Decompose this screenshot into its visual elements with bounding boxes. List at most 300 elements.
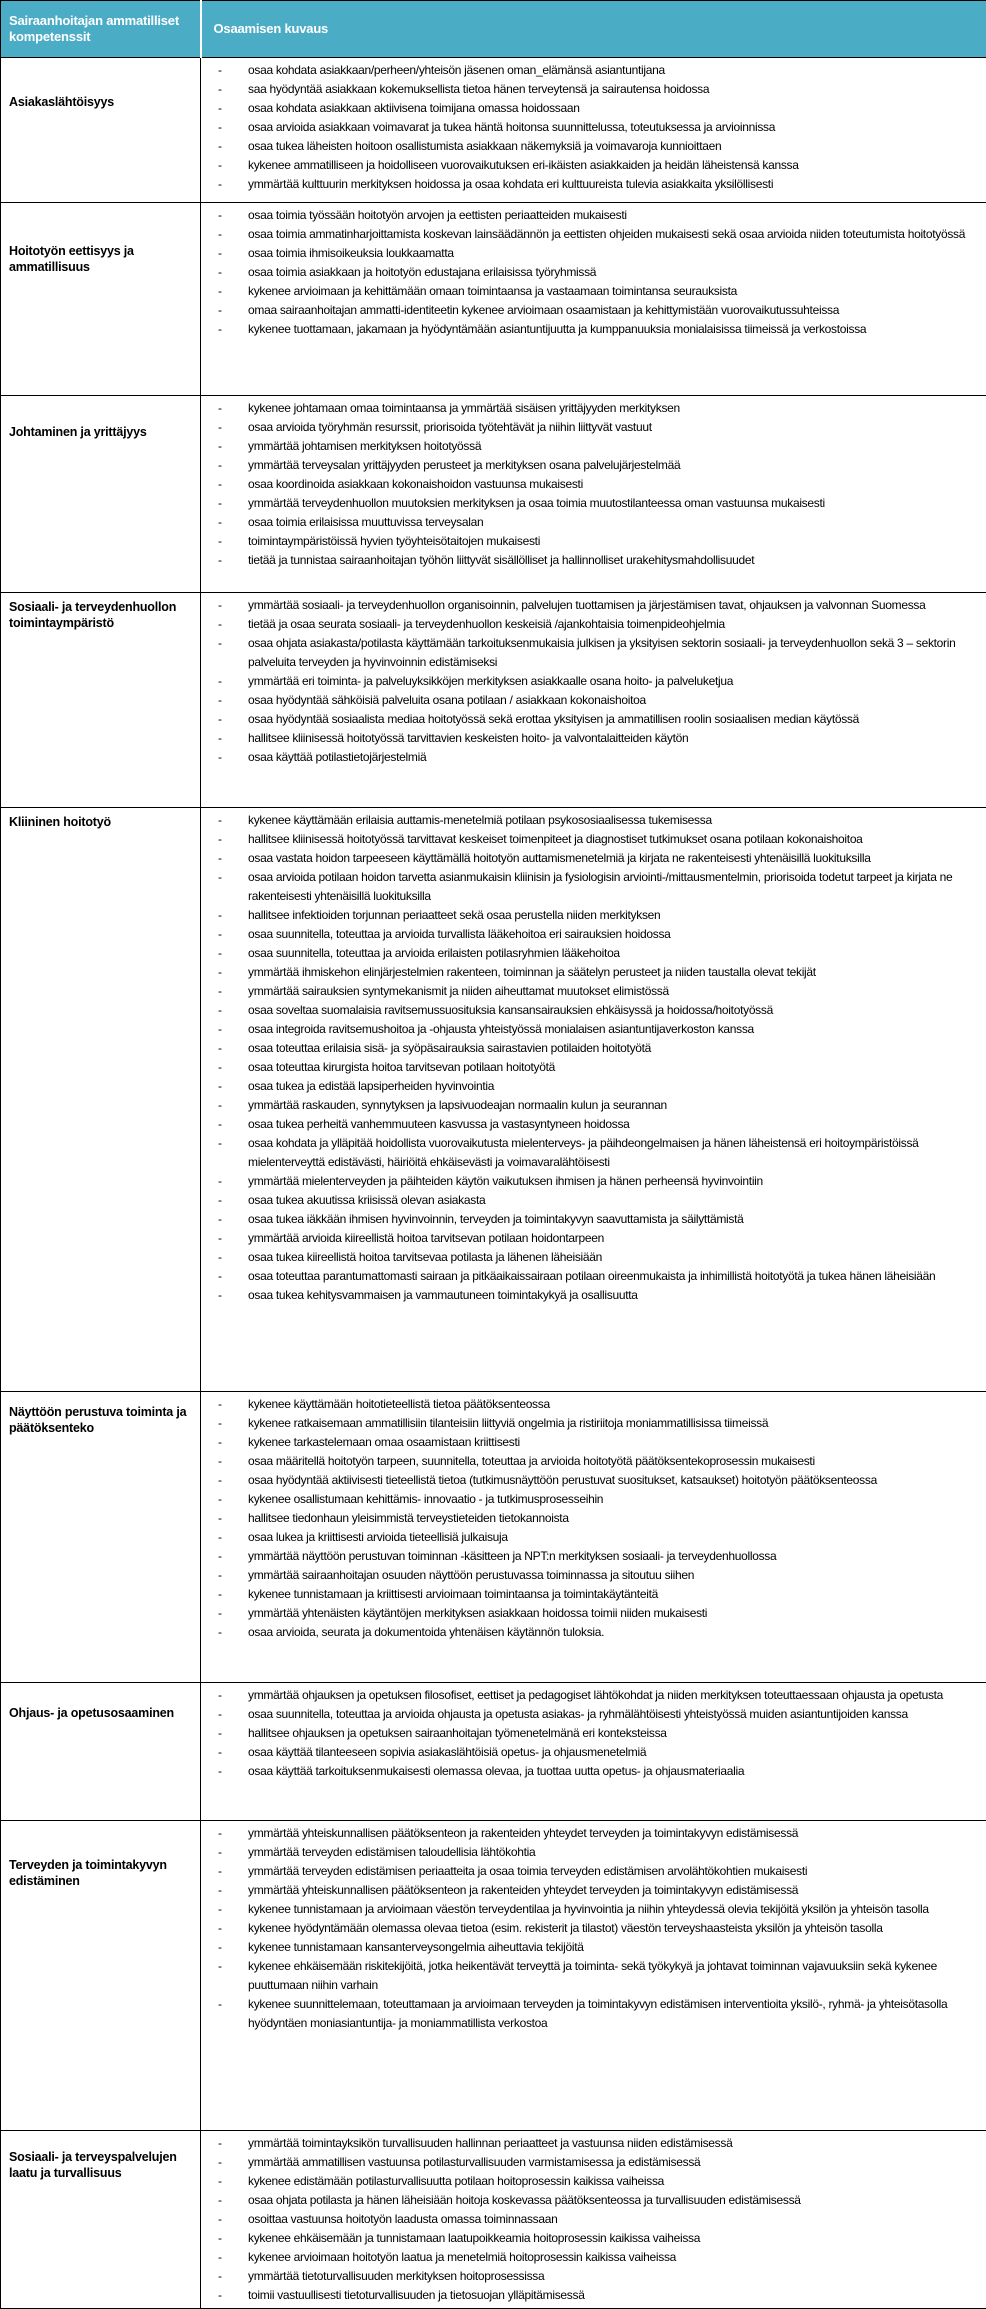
competency-descriptions-cell	[201, 396, 986, 593]
competency-name: Kliininen hoitotyö	[1, 808, 201, 1392]
description-text: kykenee ammatilliseen ja hoidolliseen vuorovaikutuksen eri-ikäisten asiakkaiden ja heidän läheistensä kanssa	[248, 156, 980, 175]
column-header-competencies: Sairaanhoitajan ammatilliset kompetenssit	[1, 1, 201, 58]
dash-bullet: -	[201, 1001, 248, 1020]
description-text: kykenee arvioimaan hoitotyön laatua ja menetelmiä hoitoprosessin kaikissa vaiheissa	[248, 2248, 980, 2267]
dash-bullet: -	[201, 1020, 248, 1039]
dash-bullet: -	[201, 2210, 248, 2229]
description-item	[201, 944, 980, 963]
description-text: osaa toimia asiakkaan ja hoitotyön edustajana erilaisissa työryhmissä	[248, 263, 980, 282]
description-item	[201, 418, 980, 437]
description-list	[201, 1824, 980, 2033]
description-text: osaa toteuttaa parantumattomasti sairaan ja pitkäaikaissairaan potilaan oireenmukaista ja inhimillistä hoitotyötä ja tukea hänen läheisiään	[248, 1267, 980, 1286]
description-text: osaa arvioida, seurata ja dokumentoida yhtenäisen käytännön tuloksia.	[248, 1623, 980, 1642]
description-item	[201, 1686, 980, 1705]
description-item	[201, 80, 980, 99]
dash-bullet: -	[201, 710, 248, 729]
dash-bullet: -	[201, 1452, 248, 1471]
dash-bullet: -	[201, 1077, 248, 1096]
table-row	[1, 1683, 986, 1821]
description-text: osaa toimia työssään hoitotyön arvojen ja eettisten periaatteiden mukaisesti	[248, 206, 980, 225]
description-item	[201, 1547, 980, 1566]
description-text: osaa suunnitella, toteuttaa ja arvioida erilaisten potilasryhmien lääkehoitoa	[248, 944, 980, 963]
description-item	[201, 475, 980, 494]
description-item	[201, 868, 980, 906]
dash-bullet: -	[201, 1058, 248, 1077]
description-item	[201, 1134, 980, 1172]
description-item	[201, 925, 980, 944]
description-text: ymmärtää ammatillisen vastuunsa potilasturvallisuuden varmistamisessa ja edistämisessä	[248, 2153, 980, 2172]
competency-descriptions-cell	[201, 2131, 986, 2309]
description-item	[201, 1115, 980, 1134]
description-item	[201, 1229, 980, 1248]
description-item	[201, 1490, 980, 1509]
competency-name: Ohjaus- ja opetusosaaminen	[1, 1683, 201, 1821]
description-item	[201, 456, 980, 475]
description-text: ymmärtää johtamisen merkityksen hoitotyössä	[248, 437, 980, 456]
description-item	[201, 1509, 980, 1528]
description-item	[201, 729, 980, 748]
description-text: osaa tukea ja edistää lapsiperheiden hyvinvointia	[248, 1077, 980, 1096]
dash-bullet: -	[201, 925, 248, 944]
description-item	[201, 437, 980, 456]
dash-bullet: -	[201, 61, 248, 80]
competency-descriptions-cell	[201, 58, 986, 203]
dash-bullet: -	[201, 1547, 248, 1566]
description-list	[201, 811, 980, 1305]
dash-bullet: -	[201, 1115, 248, 1134]
description-item	[201, 61, 980, 80]
dash-bullet: -	[201, 906, 248, 925]
dash-bullet: -	[201, 1705, 248, 1724]
description-item	[201, 137, 980, 156]
description-item	[201, 206, 980, 225]
description-item	[201, 982, 980, 1001]
description-text: kykenee ehkäisemään riskitekijöitä, jotka heikentävät terveyttä ja toiminta- sekä työkykyä ja johtavat toiminnan vajavuuksiin sekä kykenee puuttumaan niihin varhain	[248, 1957, 980, 1995]
dash-bullet: -	[201, 1995, 248, 2033]
description-text: osaa soveltaa suomalaisia ravitsemussuosituksia kansansairauksien ehkäisyssä ja hoidossa/hoitotyössä	[248, 1001, 980, 1020]
dash-bullet: -	[201, 1724, 248, 1743]
description-item	[201, 1566, 980, 1585]
description-item	[201, 2191, 980, 2210]
dash-bullet: -	[201, 596, 248, 615]
description-item	[201, 320, 980, 339]
description-text: osaa toimia ammatinharjoittamista koskevan lainsäädännön ja eettisten ohjeiden mukaisesti sekä osaa arvioida niiden toteutumista hoitotyössä	[248, 225, 980, 244]
description-item	[201, 1900, 980, 1919]
description-item	[201, 1862, 980, 1881]
description-item	[201, 634, 980, 672]
description-item	[201, 1414, 980, 1433]
description-text: kykenee käyttämään erilaisia auttamis-menetelmiä potilaan psykososiaalisessa tukemisessa	[248, 811, 980, 830]
description-item	[201, 1957, 980, 1995]
dash-bullet: -	[201, 513, 248, 532]
description-text: kykenee edistämään potilasturvallisuutta potilaan hoitoprosessin kaikissa vaiheissa	[248, 2172, 980, 2191]
description-item	[201, 225, 980, 244]
description-item	[201, 244, 980, 263]
dash-bullet: -	[201, 1762, 248, 1781]
description-text: kykenee johtamaan omaa toimintaansa ja ymmärtää sisäisen yrittäjyyden merkityksen	[248, 399, 980, 418]
description-item	[201, 1452, 980, 1471]
description-text: kykenee tuottamaan, jakamaan ja hyödyntämään asiantuntijuutta ja kumppanuuksia monialaisissa tiimeissä ja verkostoissa	[248, 320, 980, 339]
competency-descriptions-cell	[201, 1683, 986, 1821]
description-text: ymmärtää ihmiskehon elinjärjestelmien rakenteen, toiminnan ja säätelyn perusteet ja niiden taustalla olevat tekijät	[248, 963, 980, 982]
dash-bullet: -	[201, 672, 248, 691]
description-text: osaa kohdata asiakkaan aktiivisena toimijana omassa hoidossaan	[248, 99, 980, 118]
description-text: osaa arvioida potilaan hoidon tarvetta asianmukaisin kliinisin ja fysiologisin arviointi-/mittausmentelmin, priorisoida todetut tarpeet ja kirjata ne rakenteisesti yhtenäisillä luokituksilla	[248, 868, 980, 906]
description-item	[201, 906, 980, 925]
dash-bullet: -	[201, 963, 248, 982]
description-item	[201, 1039, 980, 1058]
description-text: saa hyödyntää asiakkaan kokemuksellista tietoa hänen terveytensä ja sairautensa hoidossa	[248, 80, 980, 99]
description-text: kykenee osallistumaan kehittämis- innovaatio - ja tutkimusprosesseihin	[248, 1490, 980, 1509]
competency-descriptions-cell	[201, 203, 986, 396]
dash-bullet: -	[201, 206, 248, 225]
column-header-description: Osaamisen kuvaus	[201, 1, 986, 58]
table-row	[1, 203, 986, 396]
competency-name: Johtaminen ja yrittäjyys	[1, 396, 201, 593]
description-text: hallitsee infektioiden torjunnan periaatteet sekä osaa perustella niiden merkityksen	[248, 906, 980, 925]
dash-bullet: -	[201, 1229, 248, 1248]
dash-bullet: -	[201, 2191, 248, 2210]
dash-bullet: -	[201, 1919, 248, 1938]
description-item	[201, 849, 980, 868]
description-item	[201, 1762, 980, 1781]
description-text: osaa käyttää potilastietojärjestelmiä	[248, 748, 980, 767]
description-text: osaa hyödyntää aktiivisesti tieteellistä tietoa (tutkimusnäyttöön perustuvat suositukset, katsaukset) hoitotyön päätöksenteossa	[248, 1471, 980, 1490]
description-text: tietää ja tunnistaa sairaanhoitajan työhön liittyvät sisällölliset ja hallinnolliset urakehitysmahdollisuudet	[248, 551, 980, 570]
description-item	[201, 811, 980, 830]
description-text: osaa käyttää tilanteeseen sopivia asiakaslähtöisiä opetus- ja ohjausmenetelmiä	[248, 1743, 980, 1762]
description-text: ymmärtää eri toiminta- ja palveluyksikköjen merkityksen asiakkaalle osana hoito- ja palveluketjua	[248, 672, 980, 691]
description-text: ymmärtää sairaanhoitajan osuuden näyttöön perustuvassa toiminnassa ja sitoutuu siihen	[248, 1566, 980, 1585]
dash-bullet: -	[201, 156, 248, 175]
description-text: ymmärtää toimintayksikön turvallisuuden hallinnan periaatteet ja vastuunsa niiden edistämisessä	[248, 2134, 980, 2153]
description-item	[201, 1248, 980, 1267]
dash-bullet: -	[201, 137, 248, 156]
description-text: ymmärtää terveyden edistämisen taloudellisia lähtökohtia	[248, 1843, 980, 1862]
dash-bullet: -	[201, 1433, 248, 1452]
description-text: osaa vastata hoidon tarpeeseen käyttämällä hoitotyön auttamismenetelmiä ja kirjata ne rakenteisesti yhtenäisillä luokituksilla	[248, 849, 980, 868]
dash-bullet: -	[201, 2286, 248, 2305]
competency-name: Sosiaali- ja terveydenhuollon toimintaympäristö	[1, 593, 201, 808]
description-item	[201, 282, 980, 301]
description-text: kykenee tunnistamaan ja arvioimaan väestön terveydentilaa ja hyvinvointia ja niihin yhteydessä olevia tekijöitä yksilön ja yhteisön tasolla	[248, 1900, 980, 1919]
dash-bullet: -	[201, 1528, 248, 1547]
dash-bullet: -	[201, 1862, 248, 1881]
description-item	[201, 1938, 980, 1957]
dash-bullet: -	[201, 2229, 248, 2248]
dash-bullet: -	[201, 1957, 248, 1995]
dash-bullet: -	[201, 1824, 248, 1843]
dash-bullet: -	[201, 1743, 248, 1762]
description-item	[201, 99, 980, 118]
description-item	[201, 118, 980, 137]
description-text: omaa sairaanhoitajan ammatti-identiteetin kykenee arvioimaan osaamistaan ja kehittymistään vuorovaikutussuhteissa	[248, 301, 980, 320]
description-list	[201, 596, 980, 767]
dash-bullet: -	[201, 80, 248, 99]
description-text: osaa suunnitella, toteuttaa ja arvioida ohjausta ja opetusta asiakas- ja ryhmälähtöisesti yhteistyössä muiden asiantuntijoiden kanssa	[248, 1705, 980, 1724]
description-list	[201, 206, 980, 339]
dash-bullet: -	[201, 1686, 248, 1705]
dash-bullet: -	[201, 1938, 248, 1957]
description-text: ymmärtää sosiaali- ja terveydenhuollon organisoinnin, palvelujen tuottamisen ja järjestämisen tavat, ohjauksen ja valvonnan Suomessa	[248, 596, 980, 615]
description-item	[201, 691, 980, 710]
dash-bullet: -	[201, 1843, 248, 1862]
dash-bullet: -	[201, 399, 248, 418]
description-item	[201, 1286, 980, 1305]
dash-bullet: -	[201, 1286, 248, 1305]
description-list	[201, 399, 980, 570]
description-item	[201, 532, 980, 551]
description-text: tietää ja osaa seurata sosiaali- ja terveydenhuollon keskeisiä /ajankohtaisia toimenpideohjelmia	[248, 615, 980, 634]
dash-bullet: -	[201, 475, 248, 494]
description-item	[201, 1395, 980, 1414]
description-text: kykenee arvioimaan ja kehittämään omaan toimintaansa ja vastaamaan toimintansa seurauksista	[248, 282, 980, 301]
description-text: osaa arvioida työryhmän resurssit, priorisoida työtehtävät ja niihin liittyvät vastuut	[248, 418, 980, 437]
description-item	[201, 1705, 980, 1724]
table-row	[1, 1821, 986, 2131]
description-item	[201, 513, 980, 532]
dash-bullet: -	[201, 811, 248, 830]
description-item	[201, 263, 980, 282]
description-text: kykenee tunnistamaan ja kriittisesti arvioimaan toimintaansa ja toimintakäytänteitä	[248, 1585, 980, 1604]
description-text: ymmärtää tietoturvallisuuden merkityksen hoitoprosessissa	[248, 2267, 980, 2286]
description-text: osaa integroida ravitsemushoitoa ja -ohjausta yhteistyössä monialaisen asiantuntijaverkoston kanssa	[248, 1020, 980, 1039]
dash-bullet: -	[201, 2153, 248, 2172]
description-item	[201, 156, 980, 175]
dash-bullet: -	[201, 1210, 248, 1229]
description-item	[201, 2172, 980, 2191]
dash-bullet: -	[201, 175, 248, 194]
description-item	[201, 2229, 980, 2248]
dash-bullet: -	[201, 1881, 248, 1900]
description-item	[201, 1724, 980, 1743]
description-text: ymmärtää arvioida kiireellistä hoitoa tarvitsevan potilaan hoidontarpeen	[248, 1229, 980, 1248]
competency-name: Terveyden ja toimintakyvyn edistäminen	[1, 1821, 201, 2131]
competency-name: Näyttöön perustuva toiminta ja päätöksenteko	[1, 1392, 201, 1683]
description-text: osaa koordinoida asiakkaan kokonaishoidon vastuunsa mukaisesti	[248, 475, 980, 494]
dash-bullet: -	[201, 691, 248, 710]
dash-bullet: -	[201, 1039, 248, 1058]
description-item	[201, 2248, 980, 2267]
description-text: osaa kohdata asiakkaan/perheen/yhteisön jäsenen oman_elämänsä asiantuntijana	[248, 61, 980, 80]
description-text: osaa hyödyntää sähköisiä palveluita osana potilaan / asiakkaan kokonaishoitoa	[248, 691, 980, 710]
description-text: osaa toimia erilaisissa muuttuvissa terveysalan	[248, 513, 980, 532]
description-item	[201, 2210, 980, 2229]
dash-bullet: -	[201, 1566, 248, 1585]
dash-bullet: -	[201, 849, 248, 868]
dash-bullet: -	[201, 1471, 248, 1490]
description-text: ymmärtää terveyden edistämisen periaatteita ja osaa toimia terveyden edistämisen arvolähtökohtien mukaisesti	[248, 1862, 980, 1881]
description-text: hallitsee ohjauksen ja opetuksen sairaanhoitajan työmenetelmänä eri konteksteissa	[248, 1724, 980, 1743]
dash-bullet: -	[201, 99, 248, 118]
dash-bullet: -	[201, 263, 248, 282]
table-header-row	[1, 1, 986, 58]
description-list	[201, 1395, 980, 1642]
description-text: osaa ohjata potilasta ja hänen läheisiään hoitoja koskevassa päätöksenteossa ja turvallisuuden edistämisessä	[248, 2191, 980, 2210]
description-text: ymmärtää raskauden, synnytyksen ja lapsivuodeajan normaalin kulun ja seurannan	[248, 1096, 980, 1115]
competency-descriptions-cell	[201, 808, 986, 1392]
description-item	[201, 1585, 980, 1604]
description-text: osaa toteuttaa erilaisia sisä- ja syöpäsairauksia sairastavien potilaiden hoitotyötä	[248, 1039, 980, 1058]
dash-bullet: -	[201, 1096, 248, 1115]
description-item	[201, 399, 980, 418]
dash-bullet: -	[201, 1395, 248, 1414]
description-item	[201, 1020, 980, 1039]
description-text: osaa kohdata ja ylläpitää hoidollista vuorovaikutusta mielenterveys- ja päihdeongelmaisen ja hänen läheistensä eri hoitoympäristöissä mielenterveyttä edistävästi, häiriöitä ehkäisevästi ja voimavaralähtöisesti	[248, 1134, 980, 1172]
description-text: kykenee suunnittelemaan, toteuttamaan ja arvioimaan terveyden ja toimintakyvyn edistämisen interventioita yksilö-, ryhmä- ja yhteisötasolla hyödyntäen moniasiantuntija- ja moniammatillista verkostoa	[248, 1995, 980, 2033]
description-item	[201, 2267, 980, 2286]
dash-bullet: -	[201, 1191, 248, 1210]
description-item	[201, 1843, 980, 1862]
description-text: osaa tukea iäkkään ihmisen hyvinvoinnin, terveyden ja toimintakyvyn saavuttamista ja säilyttämistä	[248, 1210, 980, 1229]
description-text: osaa tukea läheisten hoitoon osallistumista asiakkaan näkemyksiä ja voimavaroja kunnioittaen	[248, 137, 980, 156]
description-item	[201, 1623, 980, 1642]
description-text: osaa tukea akuutissa kriisissä olevan asiakasta	[248, 1191, 980, 1210]
table-row	[1, 808, 986, 1392]
dash-bullet: -	[201, 301, 248, 320]
table-row	[1, 1392, 986, 1683]
description-item	[201, 1604, 980, 1623]
dash-bullet: -	[201, 1248, 248, 1267]
description-list	[201, 1686, 980, 1781]
table-row	[1, 396, 986, 593]
description-item	[201, 748, 980, 767]
competency-name: Sosiaali- ja terveyspalvelujen laatu ja turvallisuus	[1, 2131, 201, 2309]
description-item	[201, 1001, 980, 1020]
dash-bullet: -	[201, 282, 248, 301]
description-text: osaa tukea kiireellistä hoitoa tarvitsevaa potilasta ja lähenen läheisiään	[248, 1248, 980, 1267]
description-text: kykenee ehkäisemään ja tunnistamaan laatupoikkeamia hoitoprosessin kaikissa vaiheissa	[248, 2229, 980, 2248]
table-row	[1, 2131, 986, 2309]
description-text: osaa arvioida asiakkaan voimavarat ja tukea häntä hoitonsa suunnittelussa, toteutuksessa ja arvioinnissa	[248, 118, 980, 137]
description-item	[201, 1210, 980, 1229]
description-item	[201, 1433, 980, 1452]
description-text: ymmärtää terveysalan yrittäjyyden perusteet ja merkityksen osana palvelujärjestelmää	[248, 456, 980, 475]
dash-bullet: -	[201, 494, 248, 513]
dash-bullet: -	[201, 1414, 248, 1433]
description-text: kykenee käyttämään hoitotieteellistä tietoa päätöksenteossa	[248, 1395, 980, 1414]
description-text: osaa toimia ihmisoikeuksia loukkaamatta	[248, 244, 980, 263]
description-text: hallitsee kliinisessä hoitotyössä tarvittavat keskeiset toimenpiteet ja diagnostiset tutkimukset osana potilaan kokonaishoitoa	[248, 830, 980, 849]
dash-bullet: -	[201, 1134, 248, 1172]
dash-bullet: -	[201, 118, 248, 137]
dash-bullet: -	[201, 2134, 248, 2153]
dash-bullet: -	[201, 1172, 248, 1191]
dash-bullet: -	[201, 2248, 248, 2267]
description-item	[201, 596, 980, 615]
dash-bullet: -	[201, 551, 248, 570]
description-text: ymmärtää ohjauksen ja opetuksen filosofiset, eettiset ja pedagogiset lähtökohdat ja niiden merkityksen toteuttaessaan ohjausta ja opetusta	[248, 1686, 980, 1705]
dash-bullet: -	[201, 944, 248, 963]
description-text: ymmärtää näyttöön perustuvan toiminnan -käsitteen ja NPT:n merkityksen sosiaali- ja terveydenhuollossa	[248, 1547, 980, 1566]
dash-bullet: -	[201, 1900, 248, 1919]
description-text: osoittaa vastuunsa hoitotyön laadusta omassa toiminnassaan	[248, 2210, 980, 2229]
description-item	[201, 1096, 980, 1115]
dash-bullet: -	[201, 615, 248, 634]
description-item	[201, 551, 980, 570]
description-item	[201, 1743, 980, 1762]
dash-bullet: -	[201, 729, 248, 748]
dash-bullet: -	[201, 1604, 248, 1623]
description-item	[201, 1058, 980, 1077]
description-text: osaa lukea ja kriittisesti arvioida tieteellisiä julkaisuja	[248, 1528, 980, 1547]
description-item	[201, 1191, 980, 1210]
description-text: osaa käyttää tarkoituksenmukaisesti olemassa olevaa, ja tuottaa uutta opetus- ja ohjausmateriaalia	[248, 1762, 980, 1781]
description-text: ymmärtää yhteiskunnallisen päätöksenteon ja rakenteiden yhteydet terveyden ja toimintakyvyn edistämisessä	[248, 1881, 980, 1900]
dash-bullet: -	[201, 437, 248, 456]
description-text: kykenee hyödyntämään olemassa olevaa tietoa (esim. rekisterit ja tilastot) väestön terveyshaasteista yksilön ja yhteisön tasolla	[248, 1919, 980, 1938]
competency-name: Asiakaslähtöisyys	[1, 58, 201, 203]
description-item	[201, 2286, 980, 2305]
dash-bullet: -	[201, 2267, 248, 2286]
description-text: osaa toteuttaa kirurgista hoitoa tarvitsevan potilaan hoitotyötä	[248, 1058, 980, 1077]
description-item	[201, 1995, 980, 2033]
description-text: osaa määritellä hoitotyön tarpeen, suunnitella, toteuttaa ja arvioida hoitotyötä päätöksentekoprosessin mukaisesti	[248, 1452, 980, 1471]
description-text: ymmärtää yhtenäisten käytäntöjen merkityksen asiakkaan hoidossa toimii niiden mukaisesti	[248, 1604, 980, 1623]
competency-descriptions-cell	[201, 1821, 986, 2131]
description-item	[201, 1528, 980, 1547]
dash-bullet: -	[201, 320, 248, 339]
description-item	[201, 1919, 980, 1938]
description-text: ymmärtää terveydenhuollon muutoksien merkityksen ja osaa toimia muutostilanteessa oman vastuunsa mukaisesti	[248, 494, 980, 513]
description-text: osaa suunnitella, toteuttaa ja arvioida turvallista lääkehoitoa eri sairauksien hoidossa	[248, 925, 980, 944]
dash-bullet: -	[201, 634, 248, 672]
dash-bullet: -	[201, 982, 248, 1001]
competency-name: Hoitotyön eettisyys ja ammatillisuus	[1, 203, 201, 396]
description-item	[201, 1824, 980, 1843]
description-item	[201, 1267, 980, 1286]
description-text: kykenee ratkaisemaan ammatillisiin tilanteisiin liittyviä ongelmia ja ristiriitoja moniammatillisissa tiimeissä	[248, 1414, 980, 1433]
dash-bullet: -	[201, 532, 248, 551]
description-text: osaa tukea kehitysvammaisen ja vammautuneen toimintakykyä ja osallisuutta	[248, 1286, 980, 1305]
description-text: ymmärtää yhteiskunnallisen päätöksenteon ja rakenteiden yhteydet terveyden ja toimintakyvyn edistämisessä	[248, 1824, 980, 1843]
description-text: kykenee tarkastelemaan omaa osaamistaan kriittisesti	[248, 1433, 980, 1452]
competency-descriptions-cell	[201, 593, 986, 808]
dash-bullet: -	[201, 830, 248, 849]
description-text: hallitsee kliinisessä hoitotyössä tarvittavien keskeisten hoito- ja valvontalaitteiden käytön	[248, 729, 980, 748]
description-list	[201, 2134, 980, 2305]
description-item	[201, 710, 980, 729]
description-text: ymmärtää kulttuurin merkityksen hoidossa ja osaa kohdata eri kulttuureista tulevia asiakkaita yksilöllisesti	[248, 175, 980, 194]
description-text: toimintaympäristöissä hyvien työyhteisötaitojen mukaisesti	[248, 532, 980, 551]
description-item	[201, 1172, 980, 1191]
description-item	[201, 494, 980, 513]
description-text: hallitsee tiedonhaun yleisimmistä terveystieteiden tietokannoista	[248, 1509, 980, 1528]
description-text: kykenee tunnistamaan kansanterveysongelmia aiheuttavia tekijöitä	[248, 1938, 980, 1957]
description-text: ymmärtää mielenterveyden ja päihteiden käytön vaikutuksen ihmisen ja hänen perheensä hyvinvointiin	[248, 1172, 980, 1191]
description-item	[201, 1881, 980, 1900]
description-text: ymmärtää sairauksien syntymekanismit ja niiden aiheuttamat muutokset elimistössä	[248, 982, 980, 1001]
dash-bullet: -	[201, 225, 248, 244]
competency-descriptions-cell	[201, 1392, 986, 1683]
description-text: osaa hyödyntää sosiaalista mediaa hoitotyössä sekä erottaa yksityisen ja ammatillisen roolin sosiaalisen median käytössä	[248, 710, 980, 729]
dash-bullet: -	[201, 456, 248, 475]
description-item	[201, 963, 980, 982]
dash-bullet: -	[201, 868, 248, 906]
dash-bullet: -	[201, 1490, 248, 1509]
description-list	[201, 61, 980, 194]
description-text: osaa ohjata asiakasta/potilasta käyttämään tarkoituksenmukaisia julkisen ja yksityisen sektorin sosiaali- ja terveydenhuollon sekä 3 – sektorin palveluita terveyden ja hyvinvoinnin edistämiseksi	[248, 634, 980, 672]
description-item	[201, 2134, 980, 2153]
description-item	[201, 1471, 980, 1490]
description-item	[201, 830, 980, 849]
dash-bullet: -	[201, 1623, 248, 1642]
description-item	[201, 615, 980, 634]
dash-bullet: -	[201, 1509, 248, 1528]
dash-bullet: -	[201, 1267, 248, 1286]
description-item	[201, 175, 980, 194]
dash-bullet: -	[201, 748, 248, 767]
